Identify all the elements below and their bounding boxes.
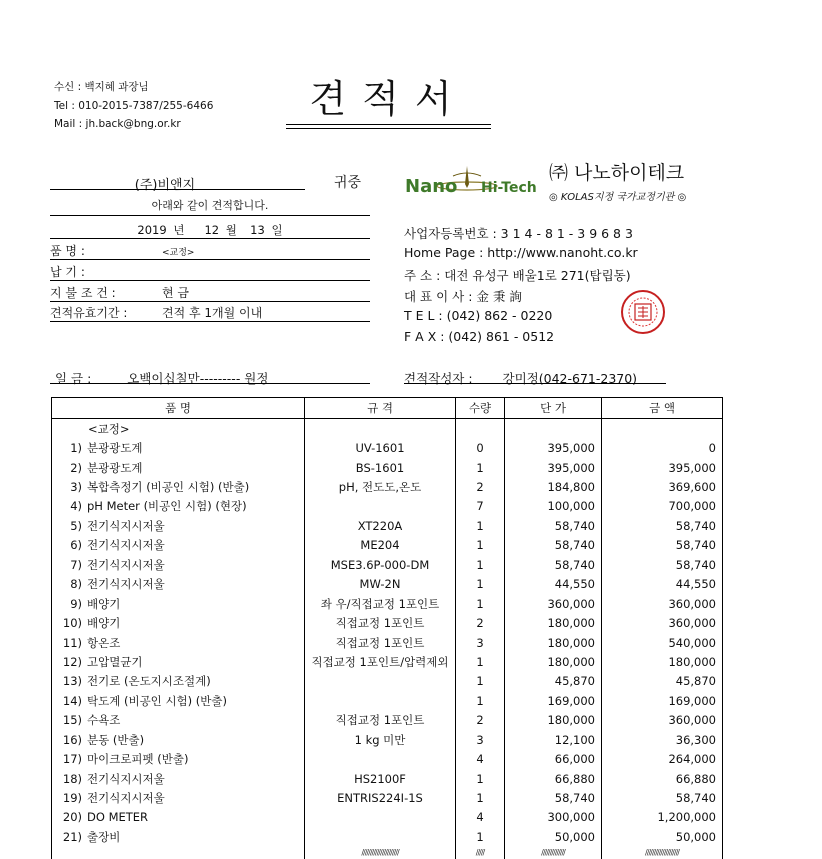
item-unit-price: 50,000 <box>505 827 602 846</box>
item-name: 배양기 <box>87 616 121 631</box>
item-no: 16) <box>62 732 82 747</box>
item-amount: 180,000 <box>602 652 723 671</box>
item-no: 5) <box>70 518 82 533</box>
item-name: 전기로 (온도지시조절계) <box>87 674 211 689</box>
item-spec <box>305 672 456 691</box>
customer-name: (주)비앤지 <box>134 178 196 193</box>
col-header-amount: 금 액 <box>602 398 723 419</box>
date-month: 12 <box>204 223 220 237</box>
table-row <box>52 769 723 788</box>
item-name: 수욕조 <box>87 713 121 728</box>
item-spec: 좌 우/직접교정 1포인트 <box>305 594 456 613</box>
item-spec: pH, 전도도,온도 <box>305 477 456 496</box>
table-row <box>52 711 723 730</box>
table-row <box>52 497 723 516</box>
item-no: 9) <box>70 596 82 611</box>
item-spec: 1 kg 미만 <box>305 730 456 749</box>
divider <box>50 238 370 239</box>
item-name-cell <box>52 633 305 652</box>
item-name: 마이크로피펫 (반출) <box>87 752 189 767</box>
table-row <box>52 827 723 846</box>
item-qty: 4 <box>456 749 505 768</box>
table-row <box>52 458 723 477</box>
item-spec: 직접교정 1포인트/압력제외 <box>305 652 456 671</box>
item-spec: HS2100F <box>305 769 456 788</box>
item-qty: 1 <box>456 691 505 710</box>
item-name: 전기식지시저울 <box>87 577 165 592</box>
item-spec: BS-1601 <box>305 458 456 477</box>
title-underline <box>286 124 491 125</box>
item-no: 19) <box>62 791 82 806</box>
table-row <box>52 633 723 652</box>
date-day: 13 <box>250 223 265 237</box>
col-header-item: 품 명 <box>52 398 305 419</box>
item-no: 3) <box>70 480 82 495</box>
item-spec <box>305 691 456 710</box>
item-unit-price: 360,000 <box>505 594 602 613</box>
item-unit-price: 180,000 <box>505 633 602 652</box>
item-name-cell <box>52 613 305 632</box>
table-row <box>52 555 723 574</box>
company-seal <box>620 289 666 335</box>
item-unit-price: 180,000 <box>505 613 602 632</box>
item-name-cell <box>52 516 305 535</box>
item-qty: 1 <box>456 769 505 788</box>
item-unit-price: 58,740 <box>505 555 602 574</box>
quote-table <box>51 397 723 859</box>
item-name-cell <box>52 788 305 807</box>
nanohitech-logo <box>405 162 540 204</box>
title-underline-2 <box>286 128 491 129</box>
writer-label: 견적작성자 : <box>404 371 473 386</box>
item-unit-price: 45,870 <box>505 672 602 691</box>
item-name: 전기식지시저울 <box>87 518 165 533</box>
item-unit-price: 300,000 <box>505 808 602 827</box>
table-row <box>52 749 723 768</box>
item-amount: 360,000 <box>602 594 723 613</box>
item-name-cell <box>52 730 305 749</box>
item-amount: 0 <box>602 438 723 457</box>
field-item <box>50 242 194 259</box>
item-unit-price: 395,000 <box>505 458 602 477</box>
item-name: 고압멸균기 <box>87 654 143 669</box>
item-name-cell <box>52 749 305 768</box>
item-spec <box>305 808 456 827</box>
field-value: 견적 후 1개월 이내 <box>162 306 263 320</box>
quote-date <box>50 222 370 238</box>
table-row <box>52 613 723 632</box>
item-name: 항온조 <box>87 635 121 650</box>
lead-text: 아래와 같이 견적합니다. <box>151 199 269 212</box>
item-no: 11) <box>62 635 82 650</box>
item-name-cell <box>52 827 305 846</box>
item-qty: 1 <box>456 594 505 613</box>
item-qty: 3 <box>456 730 505 749</box>
item-spec: MW-2N <box>305 575 456 594</box>
item-qty: 1 <box>456 458 505 477</box>
item-name: 분동 (반출) <box>87 732 145 747</box>
table-row <box>52 730 723 749</box>
item-no: 12) <box>62 654 82 669</box>
item-name: DO METER <box>87 810 149 825</box>
item-qty: 1 <box>456 555 505 574</box>
item-amount: 58,740 <box>602 555 723 574</box>
item-no: 14) <box>62 693 82 708</box>
item-qty: 2 <box>456 613 505 632</box>
item-amount: 369,600 <box>602 477 723 496</box>
item-name: 배양기 <box>87 596 121 611</box>
field-payment <box>50 284 189 301</box>
amount-value: 오백이십칠만--------- 원정 <box>127 371 269 386</box>
item-spec: 직접교정 1포인트 <box>305 633 456 652</box>
item-amount: 395,000 <box>602 458 723 477</box>
supplier-fax: F A X : (042) 861 - 0512 <box>404 329 555 344</box>
item-qty: 2 <box>456 711 505 730</box>
item-amount: 44,550 <box>602 575 723 594</box>
item-no: 7) <box>70 557 82 572</box>
item-unit-price: 66,880 <box>505 769 602 788</box>
item-name: 출장비 <box>87 829 121 844</box>
item-qty: 1 <box>456 575 505 594</box>
recipient-mail: Mail : jh.back@bng.or.kr <box>54 118 181 130</box>
table-row <box>52 438 723 457</box>
table-row <box>52 516 723 535</box>
item-name-cell <box>52 497 305 516</box>
item-spec: MSE3.6P-000-DM <box>305 555 456 574</box>
item-unit-price: 395,000 <box>505 438 602 457</box>
supplier-tel: T E L : (042) 862 - 0220 <box>404 308 553 323</box>
item-name-cell <box>52 477 305 496</box>
item-no: 6) <box>70 538 82 553</box>
item-qty: 4 <box>456 808 505 827</box>
table-row <box>52 672 723 691</box>
item-unit-price: 58,740 <box>505 536 602 555</box>
item-unit-price: 180,000 <box>505 652 602 671</box>
item-no: 4) <box>70 499 82 514</box>
divider <box>50 280 370 281</box>
item-amount: 264,000 <box>602 749 723 768</box>
item-name: 복합측정기 (비공인 시험) (반출) <box>87 480 250 495</box>
col-header-spec: 규 격 <box>305 398 456 419</box>
item-spec: ME204 <box>305 536 456 555</box>
item-name: 전기식지시저울 <box>87 771 165 786</box>
table-row <box>52 691 723 710</box>
supplier-address: 주 소 : 대전 유성구 배울1로 271(탑립동) <box>404 268 631 283</box>
col-header-unit-price: 단 가 <box>505 398 602 419</box>
slash-cell: ////////////// <box>505 847 602 859</box>
document-title: 견적서 <box>309 77 468 121</box>
item-spec: UV-1601 <box>305 438 456 457</box>
writer-value: 강미정(042-671-2370) <box>502 371 638 386</box>
item-name-cell <box>52 672 305 691</box>
item-unit-price: 100,000 <box>505 497 602 516</box>
item-amount: 360,000 <box>602 613 723 632</box>
item-name-cell <box>52 536 305 555</box>
item-name-cell <box>52 711 305 730</box>
table-row <box>52 808 723 827</box>
item-name: 분광광도계 <box>87 460 143 475</box>
item-qty: 7 <box>456 497 505 516</box>
item-name-cell <box>52 652 305 671</box>
item-name-cell <box>52 808 305 827</box>
slash-cell <box>52 847 305 859</box>
table-row <box>52 575 723 594</box>
field-validity <box>50 304 262 321</box>
item-no: 10) <box>62 616 82 631</box>
item-unit-price: 44,550 <box>505 575 602 594</box>
item-no: 18) <box>62 771 82 786</box>
item-name: 전기식지시저울 <box>87 557 165 572</box>
item-spec <box>305 749 456 768</box>
slash-cell: //////////////////// <box>602 847 723 859</box>
col-header-qty: 수량 <box>456 398 505 419</box>
item-name: 전기식지시저울 <box>87 791 165 806</box>
recipient-tel: Tel : 010-2015-7387/255-6466 <box>54 99 214 112</box>
supplier-homepage: Home Page : http://www.nanoht.co.kr <box>404 245 638 260</box>
item-amount: 540,000 <box>602 633 723 652</box>
item-name: 전기식지시저울 <box>87 538 165 553</box>
item-qty: 1 <box>456 672 505 691</box>
item-amount: 58,740 <box>602 788 723 807</box>
divider <box>50 215 370 216</box>
divider <box>50 321 370 322</box>
field-label: 견적유효기간 : <box>50 306 128 320</box>
field-label: 지 불 조 건 : <box>50 286 116 300</box>
field-label: 품 명 : <box>50 244 85 258</box>
date-year-label: 년 <box>173 223 185 237</box>
item-amount: 360,000 <box>602 711 723 730</box>
table-row <box>52 536 723 555</box>
supplier-subtitle: ◎ KOLAS지정 국가교정기관 ◎ <box>549 192 687 203</box>
item-spec: ENTRIS224I-1S <box>305 788 456 807</box>
amount-underline <box>50 383 370 384</box>
item-qty: 1 <box>456 536 505 555</box>
item-amount: 45,870 <box>602 672 723 691</box>
item-no: 8) <box>70 577 82 592</box>
item-name-cell <box>52 438 305 457</box>
supplier-name: ㈜ 나노하이테크 <box>549 162 685 184</box>
item-unit-price: 58,740 <box>505 788 602 807</box>
item-name-cell <box>52 458 305 477</box>
item-amount: 58,740 <box>602 536 723 555</box>
item-spec: 직접교정 1포인트 <box>305 613 456 632</box>
item-amount: 50,000 <box>602 827 723 846</box>
amount-row <box>55 369 268 387</box>
table-row <box>52 477 723 496</box>
date-day-label: 일 <box>271 223 283 237</box>
field-delivery <box>50 263 162 280</box>
item-amount: 36,300 <box>602 730 723 749</box>
recipient-to: 수신 : 백지혜 과장님 <box>54 81 149 93</box>
table-row <box>52 652 723 671</box>
item-no: 15) <box>62 713 82 728</box>
item-qty: 2 <box>456 477 505 496</box>
item-name-cell <box>52 769 305 788</box>
item-name-cell <box>52 594 305 613</box>
divider <box>50 301 370 302</box>
item-no: 1) <box>70 441 82 456</box>
item-spec: XT220A <box>305 516 456 535</box>
item-qty: 1 <box>456 827 505 846</box>
customer-suffix: 귀중 <box>334 175 362 191</box>
item-amount: 169,000 <box>602 691 723 710</box>
item-no: 17) <box>62 752 82 767</box>
item-spec <box>305 827 456 846</box>
logo-left-text: Nano <box>405 176 458 197</box>
slash-cell: ////////////////////// <box>305 847 456 859</box>
writer-underline <box>404 383 666 384</box>
item-no: 20) <box>62 810 82 825</box>
item-qty: 1 <box>456 516 505 535</box>
item-spec: 직접교정 1포인트 <box>305 711 456 730</box>
item-amount: 66,880 <box>602 769 723 788</box>
item-qty: 1 <box>456 788 505 807</box>
recipient-block <box>54 78 213 134</box>
item-name: 탁도계 (비공인 시험) (반출) <box>87 693 228 708</box>
slash-cell: ///// <box>456 847 505 859</box>
item-unit-price: 169,000 <box>505 691 602 710</box>
item-qty: 1 <box>456 652 505 671</box>
field-label: 납 기 : <box>50 265 85 279</box>
item-name-cell <box>52 691 305 710</box>
item-amount: 700,000 <box>602 497 723 516</box>
item-amount: 1,200,000 <box>602 808 723 827</box>
table-header <box>52 398 723 419</box>
customer-underline <box>50 189 305 190</box>
item-no: 13) <box>62 674 82 689</box>
supplier-reg: 사업자등록번호 : 3 1 4 - 8 1 - 3 9 6 8 3 <box>404 226 633 241</box>
item-unit-price: 180,000 <box>505 711 602 730</box>
item-no: 21) <box>62 829 82 844</box>
item-name-cell <box>52 575 305 594</box>
item-name: pH Meter (비공인 시험) (현장) <box>87 499 247 514</box>
writer-row <box>404 369 637 387</box>
item-no: 2) <box>70 460 82 475</box>
item-unit-price: 66,000 <box>505 749 602 768</box>
table-row <box>52 594 723 613</box>
item-unit-price: 58,740 <box>505 516 602 535</box>
slash-row <box>52 847 723 859</box>
item-amount: 58,740 <box>602 516 723 535</box>
section-row <box>52 419 723 439</box>
table-row <box>52 788 723 807</box>
date-month-label: 월 <box>225 223 237 237</box>
logo-right-text: Hi-Tech <box>481 180 537 196</box>
item-name-cell <box>52 555 305 574</box>
supplier-ceo: 대 표 이 사 : 金 秉 詢 <box>404 289 522 304</box>
item-spec <box>305 497 456 516</box>
item-qty: 3 <box>456 633 505 652</box>
field-value: 현 금 <box>162 286 189 300</box>
item-name: 분광광도계 <box>87 441 143 456</box>
field-value: <교정> <box>162 248 195 258</box>
date-year: 2019 <box>137 223 167 237</box>
section-label: <교정> <box>52 419 305 439</box>
divider <box>50 259 370 260</box>
item-qty: 0 <box>456 438 505 457</box>
item-unit-price: 12,100 <box>505 730 602 749</box>
amount-label: 일 금 : <box>55 371 92 386</box>
item-unit-price: 184,800 <box>505 477 602 496</box>
